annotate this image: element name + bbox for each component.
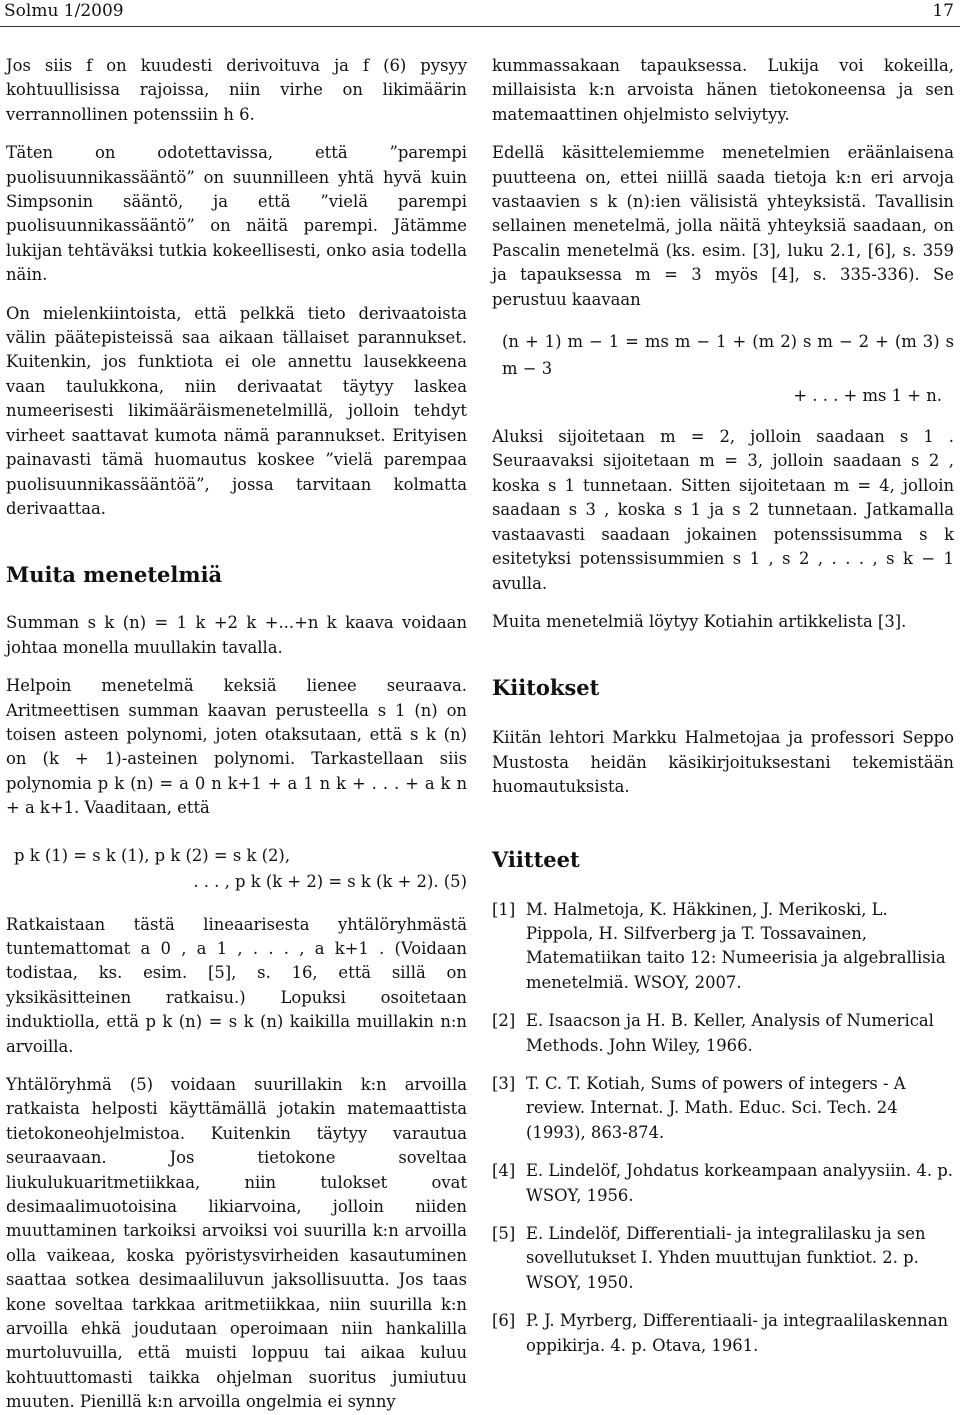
equation-line: + . . . + ms 1 + n. bbox=[793, 386, 942, 406]
reference-number: [4] bbox=[492, 1161, 516, 1181]
paragraph: Jos siis f on kuudesti derivoituva ja f (6) pysyy kohtuullisissa rajoissa, niin virhe on likimäärin verrannollinen potenssiin h 6. bbox=[6, 56, 467, 124]
reference-number: [2] bbox=[492, 1011, 516, 1031]
paragraph: Summan s k (n) = 1 k +2 k +...+n k kaava voidaan johtaa monella muullakin tavalla. bbox=[6, 613, 467, 657]
section-title: Muita menetelmiä bbox=[6, 562, 223, 588]
reference-text: T. C. T. Kotiah, Sums of powers of integers - A review. Internat. J. Math. Educ. Sci. Tech. 24 (1993), 863-874. bbox=[526, 1073, 906, 1142]
acknowledgements: Kiitän lehtori Markku Halmetojaa ja professori Seppo Mustosta heidän käsikirjoituksestani tekemistään huomautuksista. bbox=[492, 728, 954, 797]
right-column bbox=[492, 54, 954, 1358]
paragraph: Yhtälöryhmä (5) voidaan suurillakin k:n arvoilla ratkaista helposti käyttämällä jotakin matemaattista tietokoneohjelmistoa. Kuitenkin täytyy varautua seuraavaan. Jos tietokone soveltaa liukulukuaritmetiikkaa, niin tulokset ovat desimaalimuotoisina likiarvoina, jolloin niiden muuttaminen tarkoiksi arvoiksi voi suurilla k:n arvoilla olla vaikeaa, koska pyöristysvirheiden kasautuminen saattaa sotkea desimaaliluvun jaksollisuutta. Jos taas kone soveltaa tarkkaa aritmetiikkaa, niin suurilla k:n arvoilla ehkä joudutaan operoimaan niin hankalilla murtoluvuilla, että muisti loppuu tai aikaa kuluu kohtuuttomasti taikka ohjelman suoritus jumiutuu muuten. Pienillä k:n arvoilla ongelmia ei synny bbox=[6, 1075, 467, 1412]
reference-text: E. Lindelöf, Differentiali- ja integralilasku ja sen sovellutukset I. Yhden muuttujan funktiot. 2. p. WSOY, 1950. bbox=[526, 1224, 926, 1292]
reference-number: [5] bbox=[492, 1224, 516, 1243]
section-title: Viitteet bbox=[492, 846, 580, 872]
paragraph: Aluksi sijoitetaan m = 2, jolloin saadaan s 1 . Seuraavaksi sijoitetaan m = 3, jolloin saadaan s 2 , koska s 1 tunnetaan. Sitten sijoitetaan m = 4, jolloin saadaan s 3 , koska s 1 ja s 2 tunnetaan. Jatkamalla vastaavasti saadaan jokainen potenssisumma s k esitetyksi potenssisummien s 1 , s 2 , . . . , s k − 1 avulla. bbox=[492, 427, 954, 593]
paragraph: On mielenkiintoista, että pelkkä tieto derivaatoista välin päätepisteissä saa aikaan tällaiset parannukset. Kuitenkin, jos funktiota ei ole annettu lausekkeena vaan taulukkona, niin derivaatat täytyy laskea numeerisesti likimääräismenetelmillä, jolloin tehdyt virheet saattavat kumota nämä parannukset. Erityisen painavasti tämä huomautus koskee ”vielä parempaa puolisuunnikassääntöä”, jossa tarvitaan kolmatta derivaattaa. bbox=[6, 303, 467, 518]
reference-item bbox=[492, 1222, 954, 1295]
journal-issue: Solmu 1/2009 bbox=[4, 1, 124, 21]
paragraph: Helpoin menetelmä keksiä lienee seuraava. Aritmeettisen summan kaavan perusteella s 1 (n) on toisen asteen polynomi, joten otaksutaan, että s k (n) on (k + 1)-asteinen polynomi. Tarkastellaan siis polynomia p k (n) = a 0 n k+1 + a 1 n k + . . . + a k n + a k+1. Vaaditaan, että bbox=[6, 676, 467, 818]
reference-item bbox=[492, 898, 954, 996]
equation-5 bbox=[6, 843, 467, 895]
paragraph: Ratkaistaan tästä lineaarisesta yhtälöryhmästä tuntemattomat a 0 , a 1 , . . . , a k+1 . (Voidaan todistaa, ks. esim. [5], s. 16, että sillä on yksikäsitteinen ratkaisu.) Lopuksi osoitetaan induktiolla, että p k (n) = s k (n) kaikilla muillakin n:n arvoilla. bbox=[6, 914, 467, 1056]
reference-item bbox=[492, 1009, 954, 1058]
equation-line: (n + 1) m − 1 = ms m − 1 + (m 2) s m − 2 + (m 3) s m − 3 bbox=[502, 332, 954, 379]
reference-item bbox=[492, 1072, 954, 1145]
section-title: Kiitokset bbox=[492, 675, 600, 701]
reference-number: [6] bbox=[492, 1311, 516, 1331]
paragraph: Edellä käsittelemiemme menetelmien eräänlaisena puutteena on, ettei niillä saada tietoja k:n eri arvoja vastaavien s k (n):ien välisistä yhteyksistä. Tavallisin sellainen menetelmä, jolla näitä yhteyksiä saadaan, on Pascalin menetelmä (ks. esim. [3], luku 2.1, [6], s. 359 ja tapauksessa m = 3 myös [4], s. 335-336). Se perustuu kaavaan bbox=[492, 143, 954, 309]
left-column bbox=[6, 54, 467, 1415]
reference-list bbox=[492, 898, 954, 1359]
reference-number: [1] bbox=[492, 899, 516, 919]
paragraph: Muita menetelmiä löytyy Kotiahin artikkelista [3]. bbox=[492, 611, 907, 631]
reference-item bbox=[492, 1309, 954, 1358]
reference-text: E. Lindelöf, Johdatus korkeampaan analyysiin. 4. p. WSOY, 1956. bbox=[526, 1161, 953, 1205]
equation-line: p k (1) = s k (1), p k (2) = s k (2), bbox=[14, 845, 291, 865]
paragraph: Täten on odotettavissa, että ”parempi puolisuunnikassääntö” on suunnilleen yhtä hyvä kuin Simpsonin sääntö, ja että ”vielä parempi puolisuunnikassääntö” on näitä parempi. Jätämme lukijan tehtäväksi tutkia kokeellisesti, onko asia todella näin. bbox=[6, 143, 467, 285]
reference-number: [3] bbox=[492, 1073, 516, 1093]
reference-item bbox=[492, 1159, 954, 1208]
reference-text: P. J. Myrberg, Differentiaali- ja integraalilaskennan oppikirja. 4. p. Otava, 1961. bbox=[526, 1311, 949, 1355]
equation-line: . . . , p k (k + 2) = s k (k + 2). (5) bbox=[193, 871, 467, 891]
pascal-equation bbox=[492, 328, 954, 409]
reference-text: E. Isaacson ja H. B. Keller, Analysis of Numerical Methods. John Wiley, 1966. bbox=[526, 1011, 934, 1055]
reference-text: M. Halmetoja, K. Häkkinen, J. Merikoski, L. Pippola, H. Silfverberg ja T. Tossavainen, Matematiikan taito 12: Numeerisia ja algebrallisia menetelmiä. WSOY, 2007. bbox=[526, 899, 946, 992]
page-number: 17 bbox=[932, 1, 954, 21]
paragraph: kummassakaan tapauksessa. Lukija voi kokeilla, millaisista k:n arvoista hänen tietokoneensa ja sen matemaattinen ohjelmisto selviytyy. bbox=[492, 56, 954, 124]
page-header bbox=[0, 0, 960, 27]
